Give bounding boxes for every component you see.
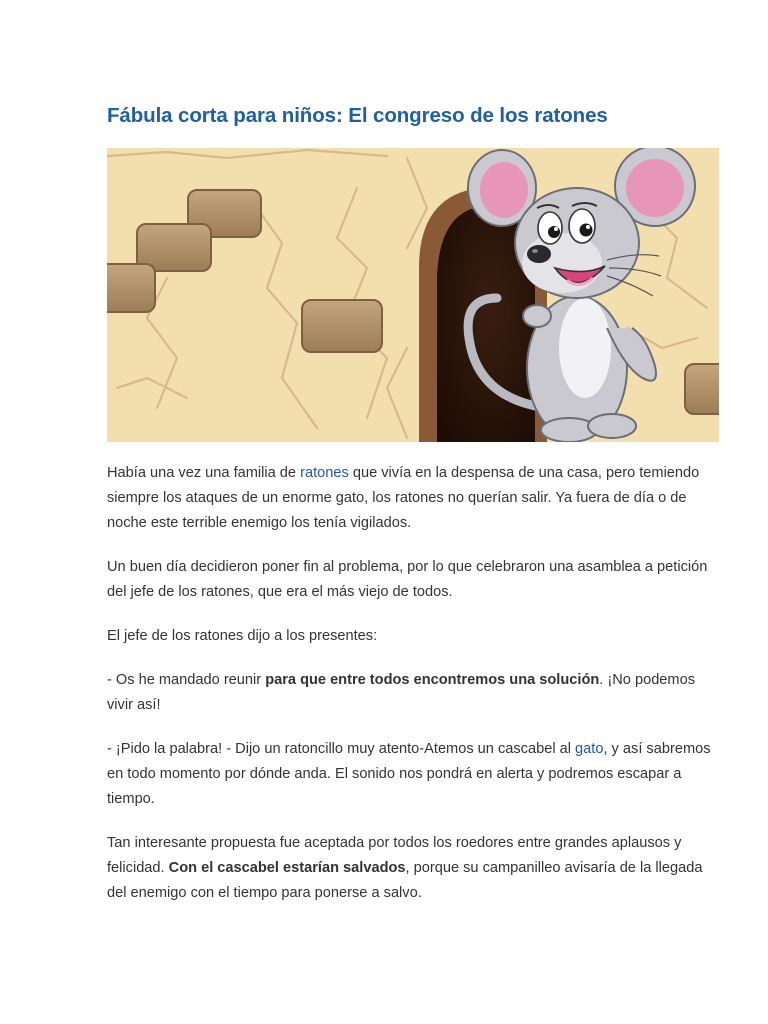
bold-phrase: para que entre todos encontremos una solución	[265, 672, 600, 688]
paragraph-5	[107, 737, 719, 812]
page-title: Fábula corta para niños: El congreso de los ratones	[107, 104, 608, 127]
paragraph-text: , porque su campanilleo avisaría de la llegada del enemigo con el tiempo para ponerse a salvo.	[107, 860, 703, 901]
link-ratones[interactable]: ratones	[300, 465, 349, 481]
paragraph-text: - Os he mandado reunir	[107, 672, 266, 688]
paragraph-6	[107, 831, 719, 906]
paragraph-text: Había una vez una familia de	[107, 465, 301, 481]
mouse-illustration	[107, 148, 719, 442]
paragraph-3: El jefe de los ratones dijo a los presentes:	[107, 628, 378, 644]
paragraph-2: Un buen día decidieron poner fin al problema, por lo que celebraron una asamblea a petición del jefe de los ratones, que era el más viejo de todos.	[107, 559, 708, 600]
paragraph-text: , y así sabremos en todo momento por dónde anda. El sonido nos pondrá en alerta y podremos escapar a tiempo.	[107, 741, 711, 807]
bold-phrase: Con el cascabel estarían salvados	[168, 860, 406, 876]
paragraph-text: . ¡No podemos vivir así!	[107, 672, 695, 713]
paragraph-text: Tan interesante propuesta fue aceptada por todos los roedores entre grandes aplausos y felicidad.	[107, 835, 682, 876]
mouse-nose	[527, 245, 551, 263]
paragraph-1	[107, 461, 719, 536]
link-gato[interactable]: gato	[575, 741, 604, 757]
paragraph-text: - ¡Pido la palabra! - Dijo un ratoncillo muy atento-Atemos un cascabel al	[107, 741, 576, 757]
story-text	[107, 461, 719, 925]
paragraph-4	[107, 668, 719, 718]
paragraph-text: que vivía en la despensa de una casa, pero temiendo siempre los ataques de un enorme gato, los ratones no querían salir. Ya fuera de día o de noche este terrible enemigo los tenía vigilados.	[107, 465, 700, 531]
mouse-belly	[559, 298, 611, 398]
